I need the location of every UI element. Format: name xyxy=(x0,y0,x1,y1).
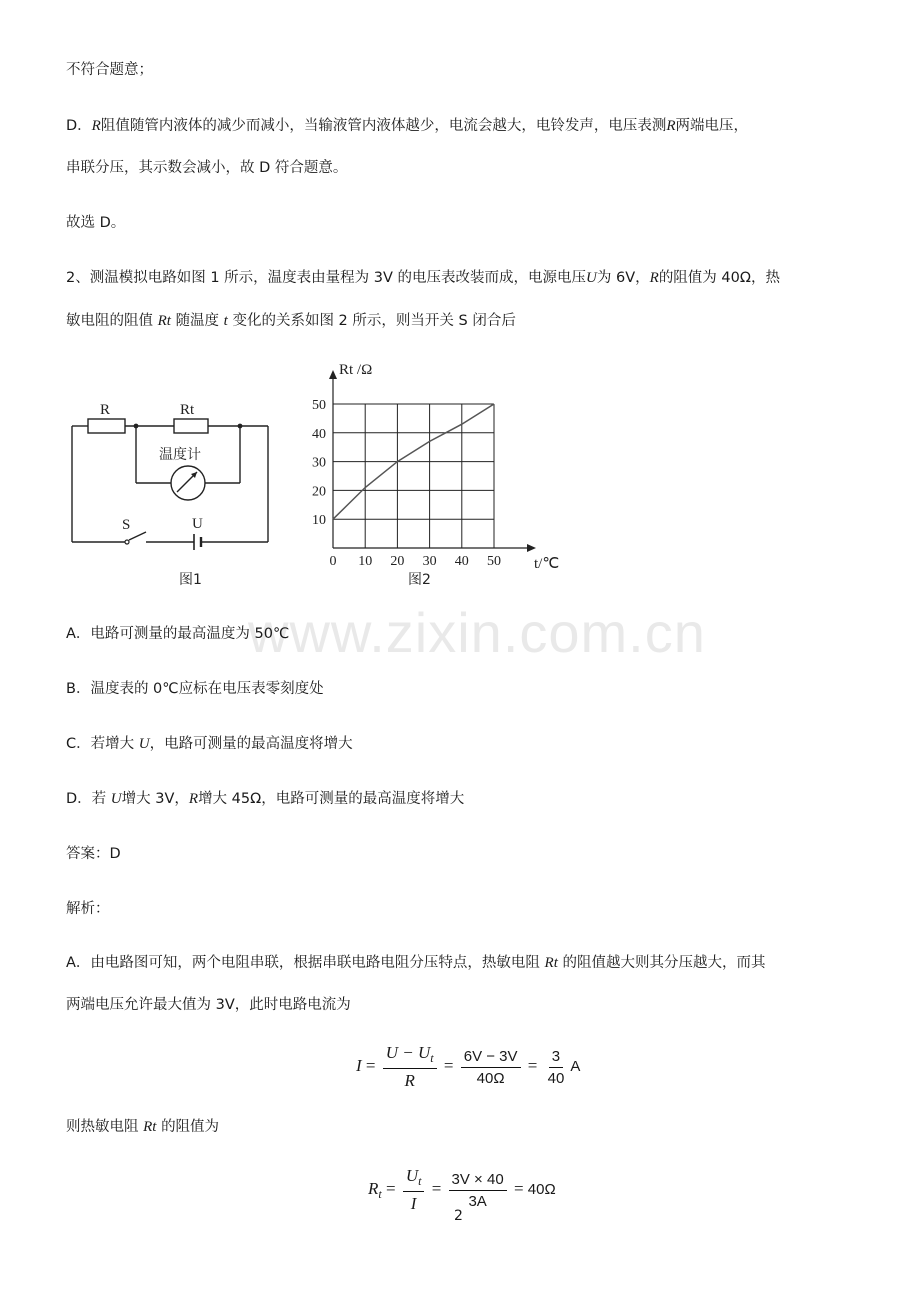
equation-resistance: $R_t$ = $\frac{U_t}{I}$ = $\frac{3V \times 40}{3A}$ = 40Ω xyxy=(368,1166,556,1213)
x-tick-label: 0 xyxy=(329,554,337,569)
text: A．由电路图可知，两个电阻串联，根据串联电路电阻分压特点，热敏电阻 xyxy=(66,955,540,971)
label-U: U xyxy=(192,516,203,532)
eq-denominator: R xyxy=(404,1071,415,1090)
label-Rt: Rt xyxy=(180,402,195,418)
text: 随温度 xyxy=(175,313,220,329)
explanation-text: 两端电压允许最大值为 3V，此时电路电流为 xyxy=(66,997,351,1013)
text: 的阻值为 xyxy=(161,1119,220,1135)
text: 2、测温模拟电路如图 1 所示，温度表由量程为 3V 的电压表改装而成，电源电压 xyxy=(66,270,587,286)
text: 为 6V， xyxy=(596,270,650,286)
y-tick-label: 30 xyxy=(312,455,326,471)
x-tick-label: 30 xyxy=(422,554,437,569)
text-line xyxy=(66,114,748,135)
symbol-U: U xyxy=(586,270,597,286)
symbol-R: R xyxy=(91,118,101,134)
fraction xyxy=(403,1166,425,1214)
symbol-U: U xyxy=(138,736,150,752)
eq-numerator: 3V × 40 xyxy=(449,1171,507,1191)
text-line: 串联分压，其示数会减小，故 D 符合题意。 xyxy=(66,160,348,176)
eq-denominator: 3A xyxy=(468,1192,487,1210)
symbol-R: R xyxy=(188,791,199,807)
text: 两端电压， xyxy=(675,118,749,134)
option-D xyxy=(66,787,464,808)
symbol-t: t xyxy=(223,313,228,329)
resistance-temperature-chart xyxy=(312,362,559,572)
fraction xyxy=(383,1043,437,1091)
y-axis-label: Rt /Ω xyxy=(339,362,373,378)
switch-contact xyxy=(125,540,129,544)
symbol-Rt: Rt xyxy=(544,955,558,971)
symbol-Rt: Rt xyxy=(157,313,171,329)
eq-denominator: I xyxy=(410,1194,417,1213)
eq-subscript: t xyxy=(378,1186,382,1201)
figure2-caption: 图2 xyxy=(408,572,431,588)
y-tick-label: 50 xyxy=(312,398,326,413)
text: 阻值随管内液体的减少而减小，当输液管内液体越少，电流会越大，电铃发声，电压表测 xyxy=(100,118,667,134)
resistor-Rt xyxy=(174,419,208,433)
eq-numerator: 3 xyxy=(549,1048,563,1068)
x-tick-label: 10 xyxy=(358,554,373,569)
text-line: 不符合题意； xyxy=(66,62,153,78)
text: 的阻值为 40Ω，热 xyxy=(658,270,780,286)
eq-numerator: U xyxy=(405,1166,419,1185)
junction-dot xyxy=(134,424,139,429)
y-tick-label: 40 xyxy=(312,426,326,442)
junction-dot xyxy=(238,424,243,429)
switch-S xyxy=(129,532,146,540)
eq-denominator: 40 xyxy=(547,1069,565,1087)
question-text xyxy=(66,309,516,330)
figures xyxy=(66,352,576,597)
option-C xyxy=(66,732,353,753)
resistor-R xyxy=(88,419,125,433)
y-tick-label: 10 xyxy=(312,513,326,529)
y-tick-label: 20 xyxy=(312,484,326,500)
circuit-diagram xyxy=(72,419,268,550)
fraction xyxy=(545,1048,568,1087)
text: 敏电阻的阻值 xyxy=(66,313,153,329)
eq-lhs: I xyxy=(356,1055,362,1075)
text: 增大 45Ω，电路可测量的最高温度将增大 xyxy=(198,791,465,807)
eq-lhs: R xyxy=(368,1178,379,1198)
text: C．若增大 xyxy=(66,736,135,752)
explanation-text xyxy=(66,951,765,972)
label-R: R xyxy=(100,402,111,418)
answer: 答案：D xyxy=(66,846,121,862)
text: D．若 xyxy=(66,791,107,807)
eq-unit: A xyxy=(570,1057,581,1075)
symbol-U: U xyxy=(110,791,122,807)
text: ，电路可测量的最高温度将增大 xyxy=(149,736,353,752)
text-line: 故选 D。 xyxy=(66,215,126,231)
eq-denominator: 40Ω xyxy=(476,1069,505,1087)
x-tick-label: 40 xyxy=(454,554,469,569)
x-axis-arrow-icon xyxy=(527,544,536,552)
fraction xyxy=(449,1171,507,1210)
symbol-R: R xyxy=(666,118,676,134)
equation-current: I = $\frac{U - U_t}{R}$ = $\frac{6V - 3V}{40\Omega}$ = $\frac{3}{40}$ A xyxy=(356,1043,581,1090)
eq-numerator: U − U xyxy=(385,1043,431,1062)
eq-result: 40Ω xyxy=(527,1180,556,1198)
option-A: A．电路可测量的最高温度为 50℃ xyxy=(66,626,290,642)
question-text xyxy=(66,266,780,287)
text: 的阻值越大则其分压越大，而其 xyxy=(562,955,766,971)
explanation-text xyxy=(66,1115,219,1136)
eq-subscript: t xyxy=(430,1051,434,1065)
text: 增大 3V， xyxy=(121,791,189,807)
text: 变化的关系如图 2 所示，则当开关 S 闭合后 xyxy=(232,313,516,329)
x-tick-label: 50 xyxy=(487,554,501,569)
label-thermometer: 温度计 xyxy=(159,447,201,463)
watermark: www.zixin.com.cn xyxy=(248,601,706,664)
eq-subscript: t xyxy=(418,1174,422,1188)
y-axis-arrow-icon xyxy=(329,370,337,379)
x-axis-label: t/℃ xyxy=(534,556,560,572)
text: 则热敏电阻 xyxy=(66,1119,139,1135)
x-tick-label: 20 xyxy=(390,554,405,569)
meter-circle xyxy=(171,466,205,500)
fraction xyxy=(461,1048,521,1087)
label-S: S xyxy=(122,517,131,533)
option-label: D． xyxy=(66,118,92,134)
figure1-caption: 图1 xyxy=(179,572,202,588)
page-number: 2 xyxy=(454,1208,463,1224)
symbol-R: R xyxy=(649,270,659,286)
option-B: B．温度表的 0℃应标在电压表零刻度处 xyxy=(66,681,324,697)
analysis-heading: 解析： xyxy=(66,901,110,917)
eq-numerator: 6V − 3V xyxy=(461,1048,521,1068)
symbol-Rt: Rt xyxy=(143,1119,157,1135)
